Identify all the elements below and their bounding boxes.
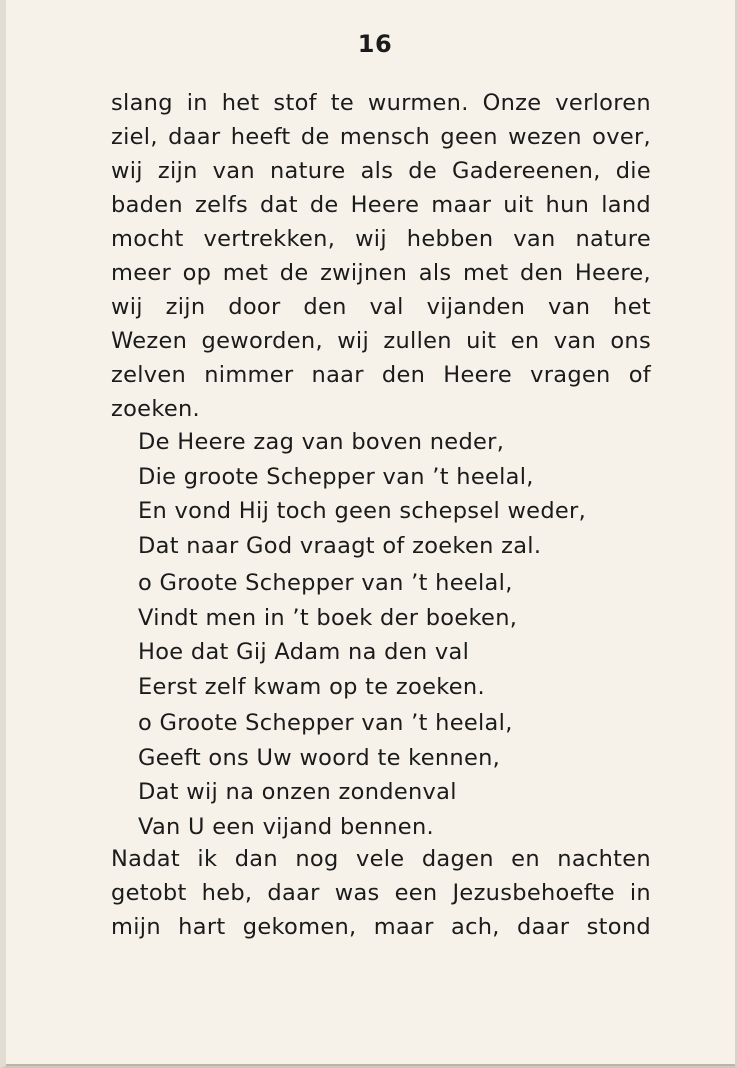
paragraph-line: Wezen geworden, wij zullen uit en van ons	[111, 328, 651, 354]
paragraph-line: getobt heb, daar was een Jezusbehoefte in	[111, 880, 651, 906]
verse-line: o Groote Schepper van ’t heelal,	[138, 570, 513, 596]
paragraph-line: zelven nimmer naar den Heere vragen of	[111, 362, 651, 388]
verse-line: Eerst zelf kwam op te zoeken.	[138, 673, 485, 700]
paragraph-1	[111, 86, 651, 426]
verse-line: Dat naar God vraagt of zoeken zal.	[138, 532, 542, 559]
verse-line: Dat wij na onzen zondenval	[138, 779, 457, 805]
paragraph-2	[111, 842, 651, 944]
verse-stanza-3	[138, 706, 658, 844]
paragraph-line: mocht vertrekken, wij hebben van nature	[111, 226, 651, 252]
verse-line: De Heere zag van boven neder,	[138, 429, 505, 455]
paragraph-line: slang in het stof te wurmen. Onze verloren	[111, 90, 651, 116]
paragraph-line: wij zijn van nature als de Gadereenen, die	[111, 158, 651, 184]
paragraph-line: mijn hart gekomen, maar ach, daar stond	[111, 914, 651, 940]
verse-stanza-2	[138, 566, 658, 704]
page-number: 16	[357, 30, 393, 58]
paragraph-line: baden zelfs dat de Heere maar uit hun land	[111, 192, 651, 218]
paragraph-line: ziel, daar heeft de mensch geen wezen over,	[111, 124, 651, 150]
verse-line: Van U een vijand bennen.	[138, 813, 434, 840]
page-edge	[6, 1064, 738, 1066]
verse-line: En vond Hij toch geen schepsel weder,	[138, 498, 587, 524]
paragraph-line: meer op met de zwijnen als met den Heere,	[111, 260, 651, 286]
verse-line: o Groote Schepper van ’t heelal,	[138, 710, 513, 736]
paragraph-line: zoeken.	[111, 396, 201, 422]
verse-line: Hoe dat Gij Adam na den val	[138, 639, 470, 665]
verse-line: Vindt men in ’t boek der boeken,	[138, 604, 518, 631]
paragraph-line: Nadat ik dan nog vele dagen en nachten	[111, 846, 651, 872]
verse-line: Geeft ons Uw woord te kennen,	[138, 744, 501, 771]
paragraph-line: wij zijn door den val vijanden van het	[111, 294, 651, 320]
verse-line: Die groote Schepper van ’t heelal,	[138, 463, 534, 490]
verse-stanza-1	[138, 425, 658, 563]
